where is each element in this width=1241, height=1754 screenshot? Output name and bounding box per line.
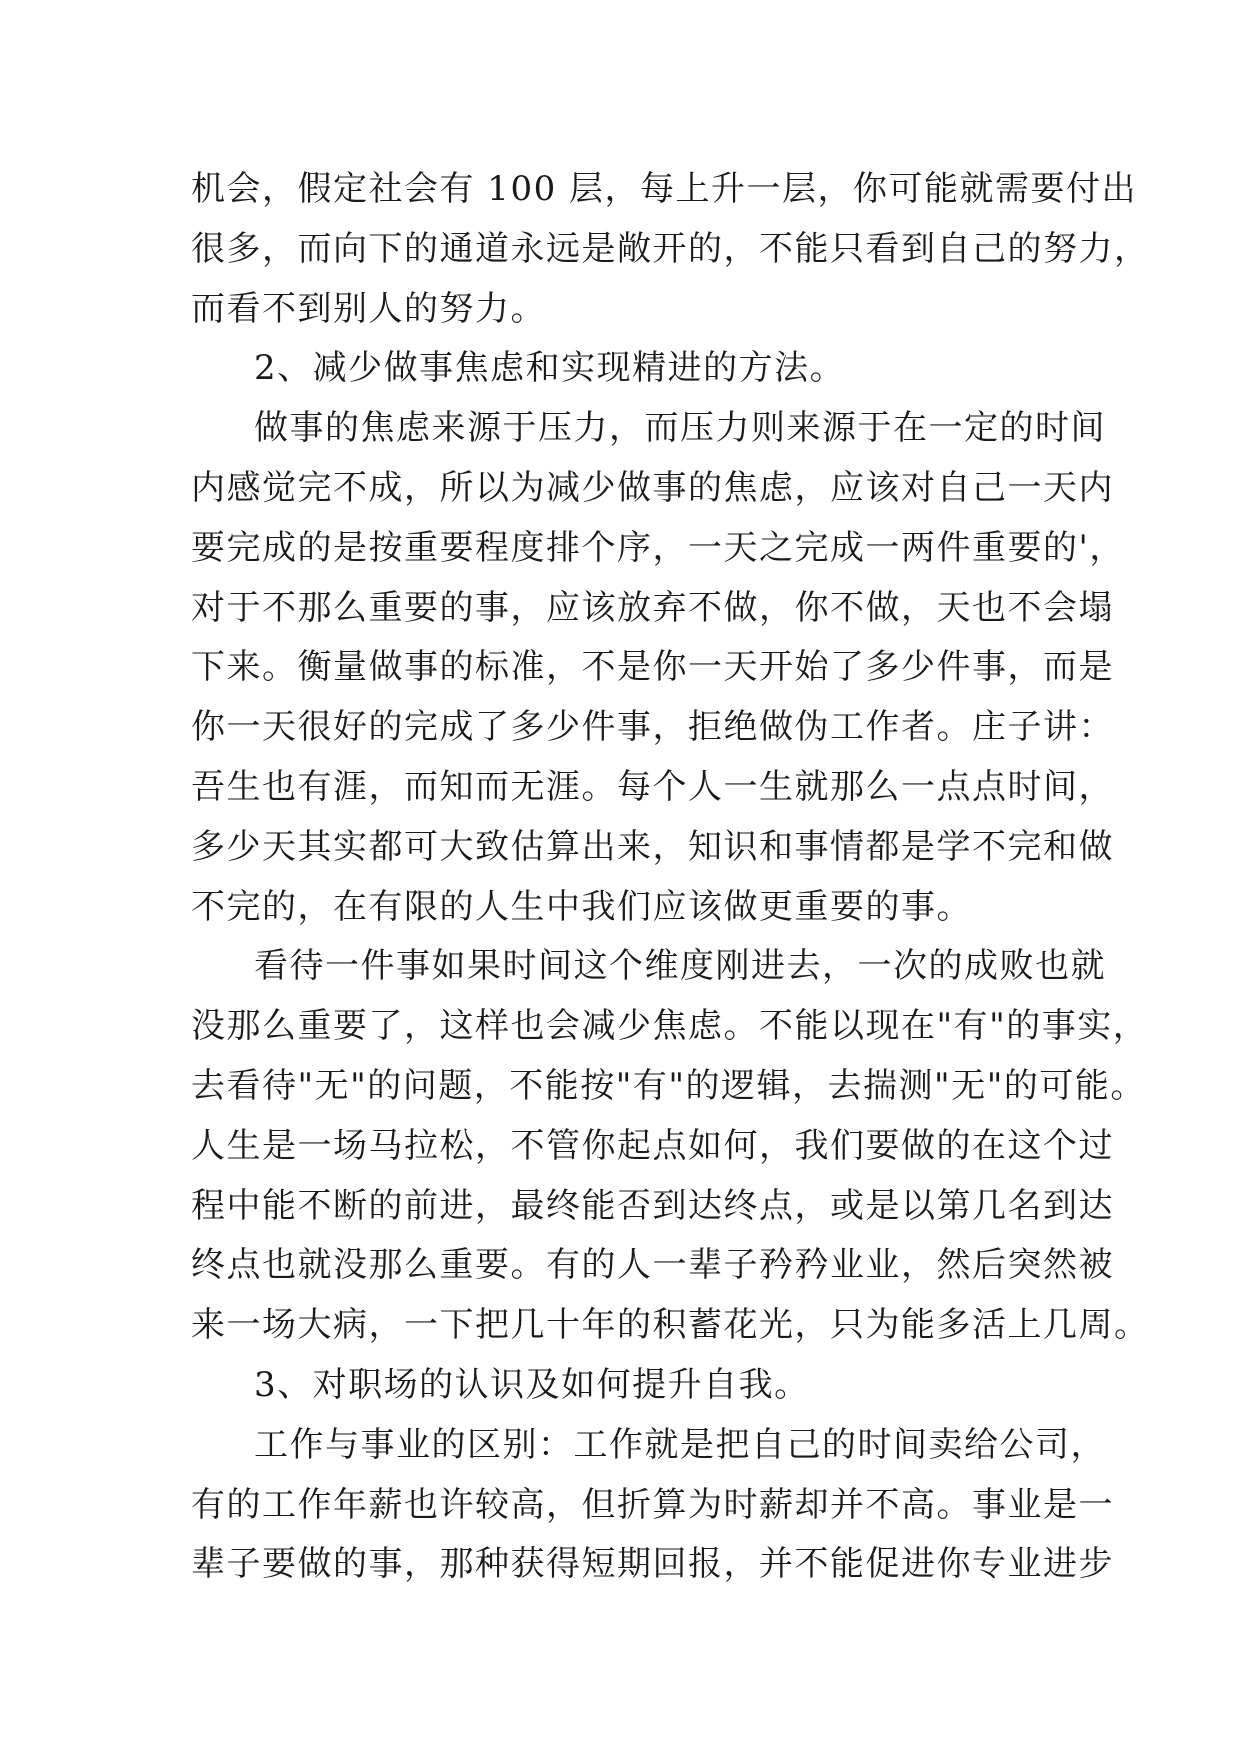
- text-line: 人生是一场马拉松，不管你起点如何，我们要做的在这个过: [191, 1125, 1114, 1166]
- text-line: 多少天其实都可大致估算出来，知识和事情都是学不完和做: [191, 826, 1114, 867]
- text-line: 机会，假定社会有 100 层，每上升一层，你可能就需要付出: [191, 169, 1138, 209]
- text-line: 吾生也有涯，而知而无涯。每个人一生就那么一点点时间，: [191, 766, 1114, 807]
- text-line: 你一天很好的完成了多少件事，拒绝做伪工作者。庄子讲：: [191, 707, 1114, 748]
- text-line: 对于不那么重要的事，应该放弃不做，你不做，天也不会塌: [191, 587, 1114, 628]
- text-line: 没那么重要了，这样也会减少焦虑。不能以现在"有"的事实，: [191, 1006, 1149, 1047]
- text-line: 程中能不断的前进，最终能否到达终点，或是以第几名到达: [191, 1185, 1114, 1226]
- section-heading-2: 2、减少做事焦虑和实现精进的方法。: [254, 348, 846, 389]
- section-heading-3: 3、对职场的认识及如何提升自我。: [254, 1364, 810, 1405]
- paragraph-start: 工作与事业的区别：工作就是把自己的时间卖给公司，: [254, 1424, 1106, 1465]
- text-line: 辈子要做的事，那种获得短期回报，并不能促进你专业进步: [191, 1544, 1114, 1585]
- text-line: 很多，而向下的通道永远是敞开的，不能只看到自己的努力，: [191, 228, 1150, 269]
- paragraph-start: 做事的焦虑来源于压力，而压力则来源于在一定的时间: [254, 408, 1106, 449]
- text-line: 去看待"无"的问题，不能按"有"的逻辑，去揣测"无"的可能。: [191, 1065, 1146, 1106]
- paragraph-start: 看待一件事如果时间这个维度刚进去，一次的成败也就: [254, 946, 1106, 987]
- text-line: 不完的，在有限的人生中我们应该做更重要的事。: [191, 886, 972, 927]
- text-line: 来一场大病，一下把几十年的积蓄花光，只为能多活上几周。: [191, 1305, 1150, 1346]
- text-line: 要完成的是按重要程度排个序，一天之完成一两件重要的'，: [191, 527, 1125, 568]
- text-line: 下来。衡量做事的标准，不是你一天开始了多少件事，而是: [191, 647, 1114, 688]
- text-line: 而看不到别人的努力。: [191, 288, 546, 329]
- text-line: 有的工作年薪也许较高，但折算为时薪却并不高。事业是一: [191, 1484, 1114, 1525]
- text-line: 内感觉完不成，所以为减少做事的焦虑，应该对自己一天内: [191, 467, 1114, 508]
- text-line: 终点也就没那么重要。有的人一辈子矜矜业业，然后突然被: [191, 1245, 1114, 1286]
- body-text: [191, 160, 1150, 1595]
